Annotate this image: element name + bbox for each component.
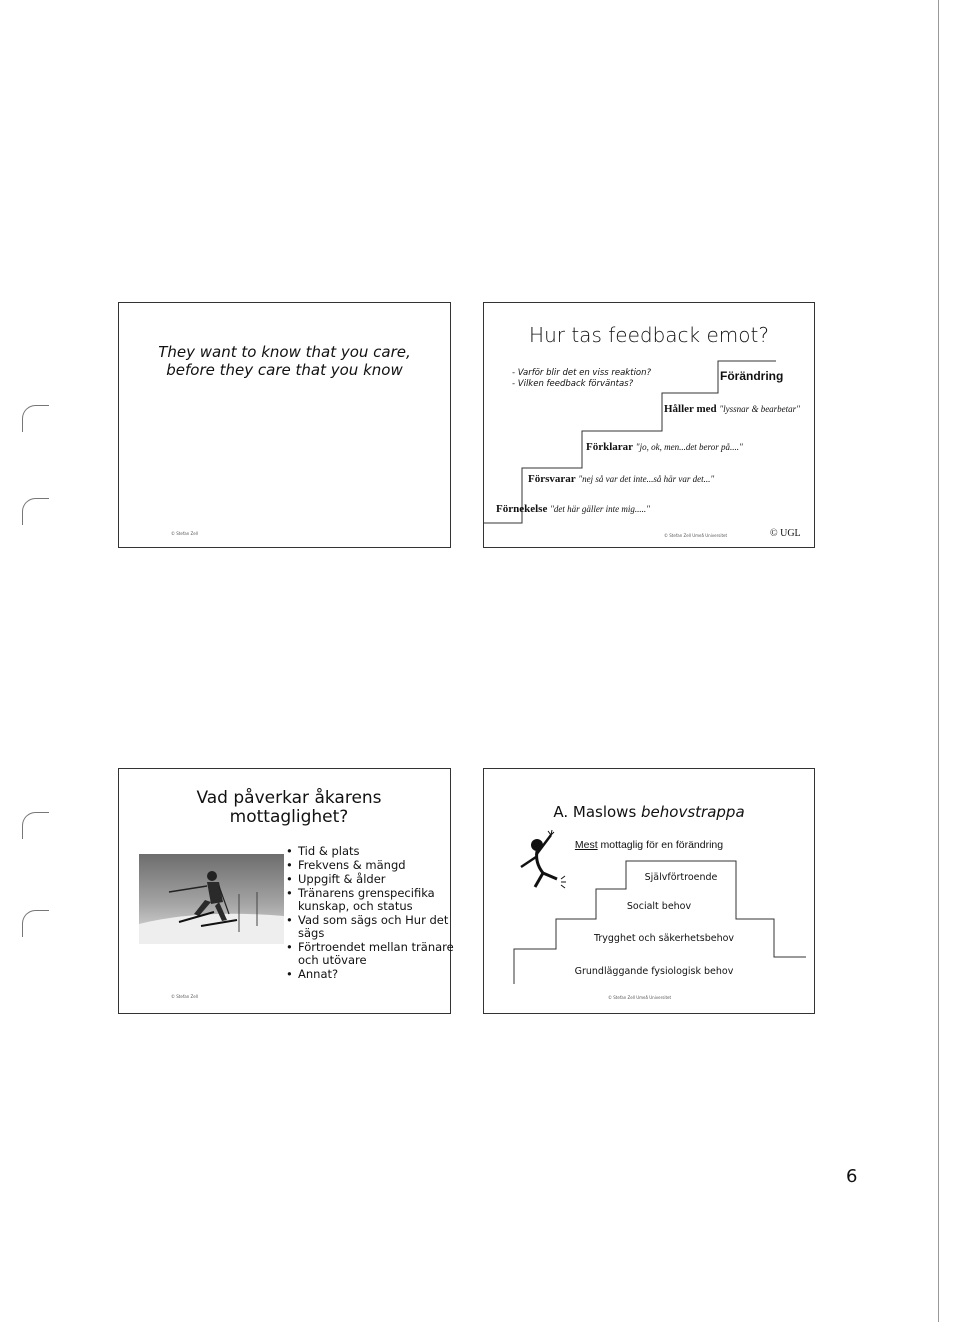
subtitle-rest: mottaglig för en förändring bbox=[597, 839, 724, 851]
maslow-step-safety: Trygghet och säkerhetsbehov bbox=[593, 933, 735, 944]
title-italic: behovstrappa bbox=[641, 803, 745, 821]
slide-footer: © Stefan Zell bbox=[171, 994, 198, 999]
step-label: Försvarar bbox=[528, 473, 576, 485]
step-quote: "lyssnar & bearbetar" bbox=[719, 404, 800, 414]
step-haller-med bbox=[664, 403, 800, 415]
binder-hole-mark bbox=[22, 812, 49, 839]
question-item: - Vilken feedback förväntas? bbox=[512, 379, 634, 389]
list-item: • Frekvens & mängd bbox=[298, 859, 458, 872]
binder-hole-mark bbox=[22, 910, 49, 937]
quote-text bbox=[119, 343, 450, 379]
slide-footer: © Stefan Zell Umeå Universitet bbox=[608, 995, 672, 1000]
slide-maslow bbox=[483, 768, 815, 1014]
step-quote: "det här gäller inte mig....." bbox=[550, 504, 650, 514]
copyright-ugl: © UGL bbox=[770, 528, 801, 539]
list-item: • Vad som sägs och Hur det sägs bbox=[298, 914, 458, 940]
title-prefix: A. Maslows bbox=[553, 803, 642, 821]
slide-footer: © Stefan Zell bbox=[171, 531, 198, 536]
list-item: • Tränarens grenspecifika kunskap, och status bbox=[298, 887, 458, 913]
title-line-2: mottaglighet? bbox=[229, 807, 349, 827]
maslow-step-social: Socialt behov bbox=[626, 901, 692, 912]
step-forandring bbox=[720, 369, 783, 383]
skier-photo bbox=[139, 854, 284, 944]
quote-line-1: They want to know that you care, bbox=[158, 343, 411, 361]
binder-hole-mark bbox=[22, 498, 49, 525]
slide-title bbox=[159, 789, 419, 827]
step-label: Förklarar bbox=[586, 441, 634, 453]
step-quote: "nej så var det inte...så här var det..." bbox=[578, 474, 715, 484]
factor-list bbox=[284, 845, 458, 982]
list-item: • Tid & plats bbox=[298, 845, 458, 858]
step-forsvarar bbox=[528, 473, 714, 485]
subtitle-underlined: Mest bbox=[574, 839, 598, 851]
step-label: Håller med bbox=[664, 403, 717, 415]
step-quote: "jo, ok, men...det beror på...." bbox=[635, 442, 743, 452]
step-label: Förändring bbox=[720, 369, 784, 383]
step-fornekelse bbox=[496, 503, 650, 515]
maslow-step-esteem: Självförtroende bbox=[644, 872, 718, 883]
question-item: - Varför blir det en viss reaktion? bbox=[512, 368, 652, 378]
binder-hole-mark bbox=[22, 405, 49, 432]
step-forklarar bbox=[586, 441, 743, 453]
step-label: Förnekelse bbox=[496, 503, 548, 515]
slide-footer: © Stefan Zell Umeå Universitet bbox=[664, 533, 728, 538]
list-item: • Uppgift & ålder bbox=[298, 873, 458, 886]
slide-feedback-reception bbox=[483, 302, 815, 548]
list-item: • Annat? bbox=[298, 968, 458, 981]
slide-receptiveness bbox=[118, 768, 454, 1014]
page-edge-line bbox=[938, 0, 939, 1322]
slide-quote bbox=[118, 302, 451, 548]
title-line-1: Vad påverkar åkarens bbox=[196, 788, 382, 808]
slide-title: Hur tas feedback emot? bbox=[529, 323, 769, 347]
list-item: • Förtroendet mellan tränare och utövare bbox=[298, 941, 458, 967]
quote-line-2: before they care that you know bbox=[166, 361, 403, 379]
maslow-staircase-diagram bbox=[484, 769, 816, 1015]
page-number: 6 bbox=[846, 1166, 858, 1187]
maslow-step-physiological: Grundläggande fysiologisk behov bbox=[574, 966, 734, 977]
